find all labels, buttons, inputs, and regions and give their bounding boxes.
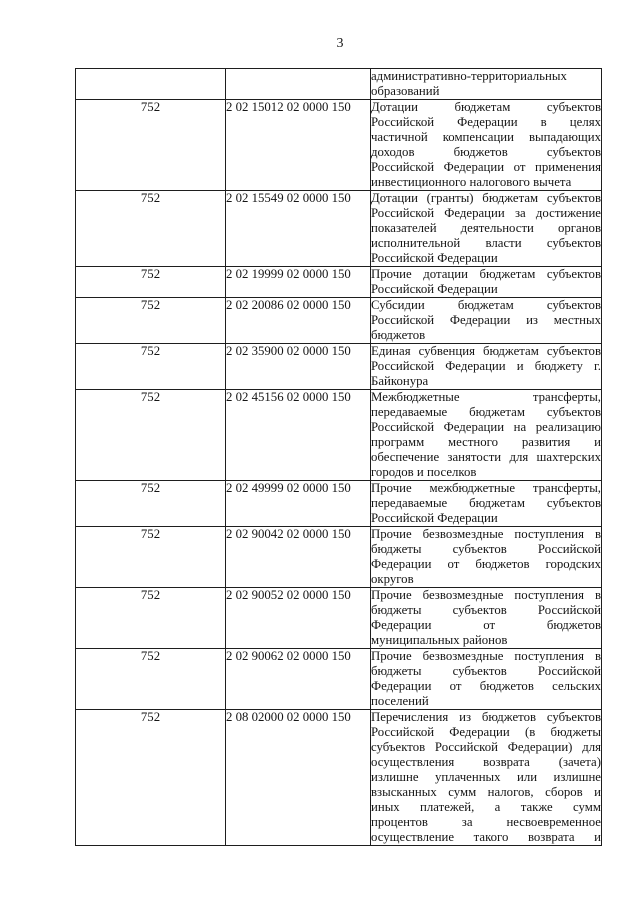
admin-code: 752: [140, 649, 161, 663]
income-code-cell: [226, 344, 371, 390]
admin-code-cell: [76, 588, 226, 649]
description-line: осуществления возврата (зачета): [371, 755, 601, 769]
income-code-cell: [226, 527, 371, 588]
description-line: округов: [371, 572, 414, 586]
admin-code-cell: [76, 649, 226, 710]
admin-code: 752: [140, 588, 161, 602]
income-code-cell: [226, 100, 371, 191]
codes-table-body: [76, 69, 602, 846]
description-cell: [371, 527, 602, 588]
page-number: 3: [336, 36, 344, 51]
description-cell: [371, 649, 602, 710]
description-line: образований: [371, 84, 440, 98]
description-line: осуществление такого возврата и: [371, 830, 601, 844]
description-line: Прочие безвозмездные поступления в: [371, 588, 601, 602]
description-line: Российской Федерации на реализацию: [371, 420, 601, 434]
income-code-cell: [226, 649, 371, 710]
income-code-cell: [226, 390, 371, 481]
admin-code: 752: [140, 191, 161, 205]
description-line: передаваемые бюджетам субъектов: [371, 496, 601, 510]
income-code-cell: [226, 298, 371, 344]
description-line: бюджеты субъектов Российской: [371, 542, 601, 556]
income-code-cell: [226, 191, 371, 267]
admin-code-cell: [76, 298, 226, 344]
admin-code: 752: [140, 527, 161, 541]
description-line: поселений: [371, 694, 429, 708]
income-code: 2 02 90042 02 0000 150: [226, 527, 351, 541]
admin-code-cell: [76, 527, 226, 588]
description-line: Российской Федерации (в бюджеты: [371, 725, 601, 739]
description-line: Дотации бюджетам субъектов: [371, 100, 601, 114]
description-line: иных платежей, а также сумм: [371, 800, 601, 814]
description-line: Перечисления из бюджетов субъектов: [371, 710, 601, 724]
table-row: [76, 344, 602, 390]
description-line: Прочие межбюджетные трансферты,: [371, 481, 601, 495]
income-code: 2 02 90062 02 0000 150: [226, 649, 351, 663]
admin-code-cell: [76, 710, 226, 846]
description-line: исполнительной власти субъектов: [371, 236, 601, 250]
description-cell: [371, 298, 602, 344]
description-line: Российской Федерации в целях: [371, 115, 601, 129]
income-code: 2 02 90052 02 0000 150: [226, 588, 351, 602]
table-row: [76, 191, 602, 267]
description-line: Российской Федерации: [371, 511, 498, 525]
income-code: 2 02 49999 02 0000 150: [226, 481, 351, 495]
description-line: административно-территориальных: [371, 69, 567, 83]
description-line: инвестиционного налогового вычета: [371, 175, 572, 189]
description-cell: [371, 481, 602, 527]
income-code: 2 02 20086 02 0000 150: [226, 298, 351, 312]
income-code-cell: [226, 69, 371, 100]
description-line: Байконура: [371, 374, 429, 388]
description-line: бюджеты субъектов Российской: [371, 603, 601, 617]
table-row: [76, 267, 602, 298]
admin-code: 752: [140, 390, 161, 404]
description-cell: [371, 191, 602, 267]
admin-code: 752: [140, 710, 161, 724]
description-line: программ местного развития и: [371, 435, 601, 449]
description-line: взысканных сумм налогов, сборов и: [371, 785, 601, 799]
admin-code-cell: [76, 100, 226, 191]
income-code: 2 02 35900 02 0000 150: [226, 344, 351, 358]
table-row: [76, 710, 602, 846]
admin-code: 752: [140, 100, 161, 114]
description-cell: [371, 100, 602, 191]
admin-code: 752: [140, 298, 161, 312]
description-line: муниципальных районов: [371, 633, 508, 647]
table-row: [76, 481, 602, 527]
description-line: Федерации от бюджетов сельских: [371, 679, 601, 693]
description-line: частичной компенсации выпадающих: [371, 130, 601, 144]
description-line: процентов за несвоевременное: [371, 815, 601, 829]
income-code: 2 02 15549 02 0000 150: [226, 191, 351, 205]
budget-codes-table: [75, 68, 602, 846]
description-line: Федерации от бюджетов: [371, 618, 601, 632]
description-cell: [371, 267, 602, 298]
table-row: [76, 649, 602, 710]
table-row: [76, 69, 602, 100]
description-line: Российской Федерации от применения: [371, 160, 601, 174]
admin-code-cell: [76, 191, 226, 267]
description-line: Единая субвенция бюджетам субъектов: [371, 344, 601, 358]
description-line: Федерации от бюджетов городских: [371, 557, 601, 571]
description-line: Российской Федерации из местных: [371, 313, 601, 327]
table-row: [76, 588, 602, 649]
description-line: доходов бюджетов субъектов: [371, 145, 601, 159]
description-line: показателей деятельности органов: [371, 221, 601, 235]
income-code-cell: [226, 267, 371, 298]
admin-code: 752: [140, 481, 161, 495]
income-code-cell: [226, 710, 371, 846]
income-code: 2 02 45156 02 0000 150: [226, 390, 351, 404]
description-line: бюджеты субъектов Российской: [371, 664, 601, 678]
table-row: [76, 390, 602, 481]
admin-code-cell: [76, 390, 226, 481]
description-line: излишне уплаченных или излишне: [371, 770, 601, 784]
income-code-cell: [226, 588, 371, 649]
description-line: Межбюджетные трансферты,: [371, 390, 601, 404]
description-cell: [371, 390, 602, 481]
income-code: 2 02 15012 02 0000 150: [226, 100, 351, 114]
description-line: Прочие дотации бюджетам субъектов: [371, 267, 601, 281]
description-line: передаваемые бюджетам субъектов: [371, 405, 601, 419]
description-cell: [371, 588, 602, 649]
description-line: субъектов Российской Федерации) для: [371, 740, 601, 754]
description-line: бюджетов: [371, 328, 426, 342]
income-code: 2 02 19999 02 0000 150: [226, 267, 351, 281]
description-line: Дотации (гранты) бюджетам субъектов: [371, 191, 601, 205]
description-line: Российской Федерации: [371, 251, 498, 265]
description-line: Прочие безвозмездные поступления в: [371, 527, 601, 541]
table-row: [76, 527, 602, 588]
admin-code: 752: [140, 267, 161, 281]
admin-code-cell: [76, 267, 226, 298]
description-line: Российской Федерации: [371, 282, 498, 296]
description-cell: [371, 710, 602, 846]
income-code-cell: [226, 481, 371, 527]
admin-code-cell: [76, 344, 226, 390]
description-cell: [371, 344, 602, 390]
table-row: [76, 100, 602, 191]
admin-code-cell: [76, 69, 226, 100]
table-row: [76, 298, 602, 344]
description-line: обеспечение занятости для шахтерских: [371, 450, 601, 464]
admin-code-cell: [76, 481, 226, 527]
description-line: городов и поселков: [371, 465, 477, 479]
description-line: Субсидии бюджетам субъектов: [371, 298, 601, 312]
income-code: 2 08 02000 02 0000 150: [226, 710, 351, 724]
description-line: Российской Федерации за достижение: [371, 206, 601, 220]
description-line: Прочие безвозмездные поступления в: [371, 649, 601, 663]
description-line: Российской Федерации и бюджету г.: [371, 359, 601, 373]
description-cell: [371, 69, 602, 100]
admin-code: 752: [140, 344, 161, 358]
